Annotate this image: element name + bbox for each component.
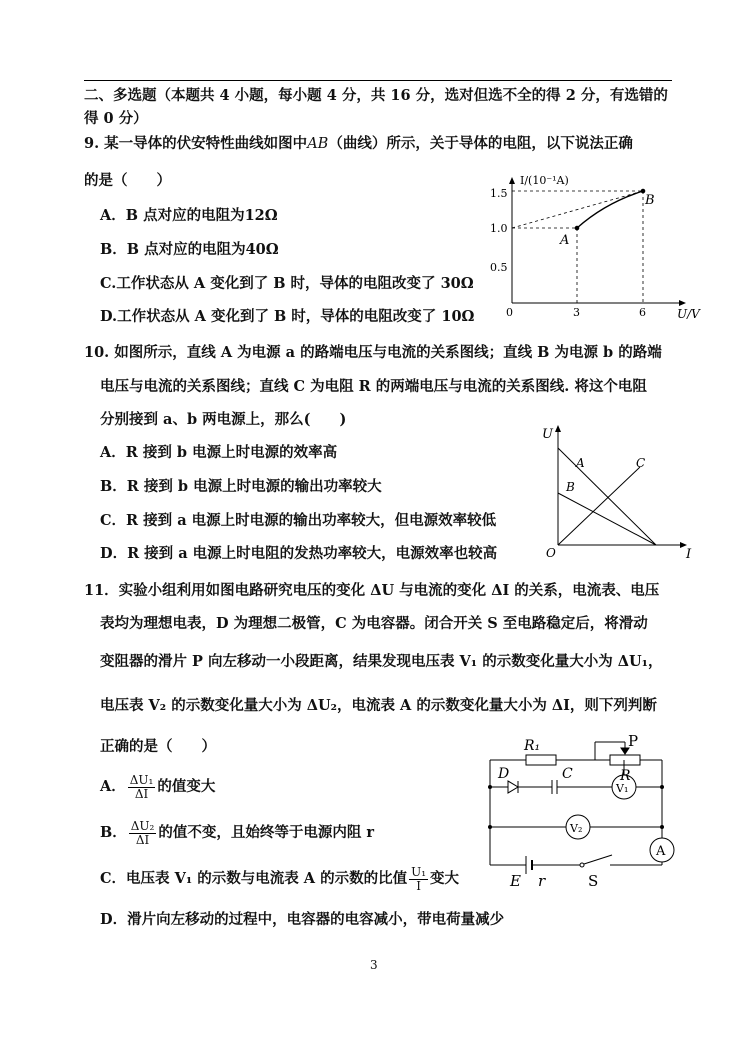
q9-dash-chord-b <box>512 191 643 228</box>
q10-label-b: B <box>566 480 575 494</box>
q10-x-axis-label: I <box>686 547 692 562</box>
q11-switch-pivot <box>580 863 584 867</box>
q11-label-r-internal: r <box>538 872 546 890</box>
q10-line-b <box>558 493 656 545</box>
q11-label-d: D <box>498 766 510 782</box>
q11-resistor-r1 <box>526 755 556 765</box>
q10-option-a[interactable]: A．R 接到 b 电源上时电源的效率高 <box>100 444 338 461</box>
q11-label-v2: V₂ <box>570 822 583 835</box>
q11-switch-blade <box>584 855 612 864</box>
q11-label-v1: V₁ <box>616 782 629 795</box>
q10-label-a: A <box>576 456 585 470</box>
q9-option-a[interactable]: A．B 点对应的电阻为12Ω <box>100 207 278 224</box>
q11-option-d[interactable]: D．滑片向左移动的过程中，电容器的电容减小，带电荷量减少 <box>100 911 505 928</box>
q10-line-c <box>558 467 640 545</box>
page-number: 3 <box>370 958 378 972</box>
q11-option-b[interactable]: B． $\frac{\text{ΔU₂}}{\Delta I}$ 的值不变，且始终等于电源内阻 r <box>100 818 375 847</box>
q10-stem-line3: 分别接到 a、b 两电源上，那么( ) <box>100 411 347 428</box>
q11-stem-line3: 变阻器的滑片 P 向左移动一小段距离，结果发现电压表 V₁ 的示数变化量大小为 ΔU₁， <box>100 653 663 670</box>
q11-label-p: P <box>628 732 639 750</box>
q9-tick-0-5: 0.5 <box>490 261 508 274</box>
q9-tick-1-0: 1.0 <box>490 222 508 235</box>
q10-y-axis-label: U <box>542 427 553 442</box>
q10-stem-line2: 电压与电流的关系图线；直线 C 为电阻 R 的两端电压与电流的关系图线. 将这个电阻 <box>100 378 647 395</box>
q11-option-c-fraction: $\frac{\text{U₁}}{I}$ <box>411 864 427 893</box>
q9-point-a <box>575 226 580 231</box>
q9-tick-3: 3 <box>573 306 580 319</box>
q9-tick-1-5: 1.5 <box>490 187 508 200</box>
q10-stem-line1: 10. 如图所示，直线 A 为电源 a 的路端电压与电流的关系图线；直线 B 为电源 b 的路端 <box>84 344 662 361</box>
q10-label-c: C <box>636 456 646 470</box>
q9-label-b: B <box>645 193 655 208</box>
q9-stem-line2: 的是（ ） <box>84 172 171 189</box>
q11-stem-line5: 正确的是（ ） <box>100 738 216 755</box>
q9-curve-ab <box>577 191 643 228</box>
q11-label-c: C <box>562 766 573 782</box>
q11-label-r: R <box>620 768 631 784</box>
q11-option-a-fraction: $\frac{\text{ΔU₁}}{\Delta I}$ <box>129 772 154 801</box>
q9-tick-6: 6 <box>639 306 646 319</box>
q11-label-s: S <box>588 872 599 890</box>
q11-resistor-r <box>610 755 640 765</box>
q11-stem-line1: 11．实验小组利用如图电路研究电压的变化 ΔU 与电流的变化 ΔI 的关系，电流表、电压 <box>84 582 660 599</box>
q9-option-c[interactable]: C.工作状态从 A 变化到了 B 时，导体的电阻改变了 30Ω <box>100 275 474 292</box>
q9-option-b[interactable]: B．B 点对应的电阻为40Ω <box>100 241 279 258</box>
q11-circuit-diagram <box>480 730 705 890</box>
q11-label-e: E <box>510 872 521 890</box>
q11-label-a: A <box>656 844 666 859</box>
section-header-line2: 得 0 分） <box>84 110 148 127</box>
q10-option-b[interactable]: B．R 接到 b 电源上时电源的输出功率较大 <box>100 478 382 495</box>
section-header-line1: 二、多选题（本题共 4 小题，每小题 4 分，共 16 分，选对但选不全的得 2 分，有选错的 <box>84 87 668 104</box>
q9-label-a: A <box>560 233 570 248</box>
q9-y-axis-label: I/(10⁻¹A) <box>520 174 569 187</box>
q9-option-d[interactable]: D.工作状态从 A 变化到了 B 时，导体的电阻改变了 10Ω <box>100 308 475 325</box>
q9-x-axis-label: U/V <box>677 307 700 321</box>
q11-diode <box>508 781 518 793</box>
q9-iu-graph <box>480 168 705 323</box>
q9-stem-line1: 9. 某一导体的伏安特性曲线如图中AB（曲线）所示，关于导体的电阻，以下说法正确 <box>84 135 633 152</box>
q11-label-r1: R₁ <box>524 738 541 754</box>
q10-option-d[interactable]: D．R 接到 a 电源上时电阻的发热功率较大，电源效率也较高 <box>100 545 498 562</box>
q10-ui-graph <box>536 420 706 565</box>
q11-stem-line4: 电压表 V₂ 的示数变化量大小为 ΔU₂，电流表 A 的示数变化量大小为 ΔI，则下列判断 <box>100 697 657 714</box>
q11-option-b-fraction: $\frac{\text{ΔU₂}}{\Delta I}$ <box>130 818 155 847</box>
q11-stem-line2: 表均为理想电表，D 为理想二极管，C 为电容器。闭合开关 S 至电路稳定后，将滑动 <box>100 615 648 632</box>
q11-option-c[interactable]: C．电压表 V₁ 的示数与电流表 A 的示数的比值 $\frac{\text{U₁}}{I}$ 变大 <box>100 864 460 893</box>
q10-option-c[interactable]: C．R 接到 a 电源上时电源的输出功率较大，但电源效率较低 <box>100 512 497 529</box>
top-rule <box>84 80 672 81</box>
q9-origin: 0 <box>506 306 513 319</box>
q11-option-a[interactable]: A． $\frac{\text{ΔU₁}}{\Delta I}$ 的值变大 <box>100 772 216 801</box>
q10-origin: O <box>546 546 556 560</box>
